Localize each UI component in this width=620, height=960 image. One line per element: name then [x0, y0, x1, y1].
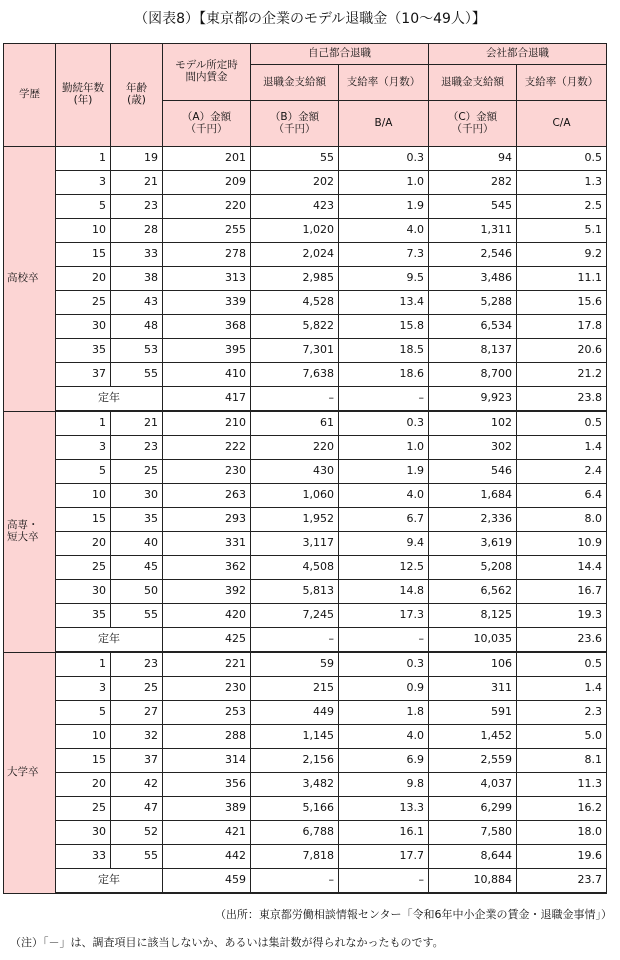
table-cell: 15.8: [339, 315, 429, 339]
table-cell: 23: [111, 652, 163, 677]
table-cell: 102: [429, 411, 517, 436]
table-cell: 23.8: [517, 387, 607, 412]
table-cell: 15: [56, 749, 111, 773]
table-row: [4, 267, 607, 291]
table-cell: 14.4: [517, 556, 607, 580]
table-cell: 0.3: [339, 652, 429, 677]
table-cell: 13.3: [339, 797, 429, 821]
table-cell: 546: [429, 460, 517, 484]
table-cell: 25: [56, 797, 111, 821]
table-cell: 10: [56, 484, 111, 508]
table-cell: 2,336: [429, 508, 517, 532]
table-cell: 3,482: [251, 773, 339, 797]
table-cell: 23.7: [517, 869, 607, 894]
table-cell: 255: [163, 219, 251, 243]
table-row: [4, 411, 607, 436]
table-cell: 1,311: [429, 219, 517, 243]
table-cell: 3: [56, 436, 111, 460]
table-cell: 282: [429, 171, 517, 195]
table-cell: 5: [56, 701, 111, 725]
table-cell: 313: [163, 267, 251, 291]
table-cell: 9.4: [339, 532, 429, 556]
table-cell: 389: [163, 797, 251, 821]
table-body: [4, 147, 607, 894]
table-cell: 202: [251, 171, 339, 195]
table-cell: 442: [163, 845, 251, 869]
table-cell: 1.0: [339, 171, 429, 195]
table-cell: 591: [429, 701, 517, 725]
table-cell: 339: [163, 291, 251, 315]
table-cell: 106: [429, 652, 517, 677]
teinen-label: 定年: [56, 387, 163, 412]
table-cell: 230: [163, 460, 251, 484]
table-cell: 2,559: [429, 749, 517, 773]
table-row: [4, 460, 607, 484]
header-years: 勤続年数 (年): [56, 44, 111, 147]
table-row: [4, 725, 607, 749]
table-cell: 12.5: [339, 556, 429, 580]
table-cell: 1: [56, 147, 111, 171]
table-cell: 19.3: [517, 604, 607, 628]
header-self-rate-unit: B/A: [339, 101, 429, 147]
table-cell: 288: [163, 725, 251, 749]
table-cell: 17.8: [517, 315, 607, 339]
table-cell: 8,700: [429, 363, 517, 387]
table-cell: 420: [163, 604, 251, 628]
page-title: （図表8）【東京都の企業のモデル退職金（10〜49人）】: [134, 11, 486, 27]
table-cell: 5,208: [429, 556, 517, 580]
table-cell: –: [339, 869, 429, 894]
table-cell: 35: [56, 339, 111, 363]
table-cell: 1.4: [517, 436, 607, 460]
table-cell: 4,528: [251, 291, 339, 315]
table-cell: 2.4: [517, 460, 607, 484]
teinen-label: 定年: [56, 869, 163, 894]
table-row: [4, 171, 607, 195]
table-cell: 8,137: [429, 339, 517, 363]
table-cell: 37: [56, 363, 111, 387]
table-cell: 2,985: [251, 267, 339, 291]
header-self-group: 自己都合退職: [251, 44, 429, 65]
table-cell: 18.6: [339, 363, 429, 387]
table-cell: 425: [163, 628, 251, 653]
table-cell: 263: [163, 484, 251, 508]
table-cell: 449: [251, 701, 339, 725]
table-cell: 13.4: [339, 291, 429, 315]
table-cell: 1.9: [339, 460, 429, 484]
table-row: [4, 363, 607, 387]
header-wage: モデル所定時 間内賃金: [163, 44, 251, 101]
table-row: [4, 195, 607, 219]
table-cell: 302: [429, 436, 517, 460]
table-cell: 30: [56, 315, 111, 339]
table-cell: 7,818: [251, 845, 339, 869]
table-cell: –: [339, 387, 429, 412]
education-label: 高校卒: [4, 147, 56, 412]
table-cell: 6.7: [339, 508, 429, 532]
table-cell: 2.5: [517, 195, 607, 219]
table-cell: 6,299: [429, 797, 517, 821]
table-cell: 278: [163, 243, 251, 267]
teinen-row: [4, 387, 607, 412]
table-cell: 545: [429, 195, 517, 219]
education-label: 高専・ 短大卒: [4, 411, 56, 652]
table-cell: 356: [163, 773, 251, 797]
table-cell: –: [251, 628, 339, 653]
table-cell: 4,037: [429, 773, 517, 797]
table-cell: 94: [429, 147, 517, 171]
table-cell: 1.0: [339, 436, 429, 460]
footnote: （注）「－」は、調査項目に該当しないか、あるいは集計数が得られなかったものです。: [10, 936, 444, 949]
table-cell: 21: [111, 411, 163, 436]
header-wage-unit: （A）金額 （千円）: [163, 101, 251, 147]
table-cell: 421: [163, 821, 251, 845]
table-cell: 61: [251, 411, 339, 436]
header-age: 年齢 (歳): [111, 44, 163, 147]
table-cell: 5,166: [251, 797, 339, 821]
retirement-allowance-table: [3, 43, 607, 894]
table-cell: 1,020: [251, 219, 339, 243]
table-cell: 23: [111, 195, 163, 219]
header-self-amount-unit: （B）金額 （千円）: [251, 101, 339, 147]
table-cell: 5.1: [517, 219, 607, 243]
table-cell: 38: [111, 267, 163, 291]
table-cell: 55: [111, 363, 163, 387]
table-cell: 0.5: [517, 411, 607, 436]
table-row: [4, 580, 607, 604]
table-cell: 9.2: [517, 243, 607, 267]
table-row: [4, 243, 607, 267]
table-cell: 395: [163, 339, 251, 363]
table-row: [4, 797, 607, 821]
table-cell: 23: [111, 436, 163, 460]
table-cell: 253: [163, 701, 251, 725]
table-cell: 10: [56, 725, 111, 749]
table-cell: 4.0: [339, 219, 429, 243]
table-cell: 5: [56, 195, 111, 219]
table-cell: 1,060: [251, 484, 339, 508]
table-cell: 17.3: [339, 604, 429, 628]
table-row: [4, 339, 607, 363]
table-cell: 311: [429, 677, 517, 701]
table-cell: 20: [56, 267, 111, 291]
table-cell: 59: [251, 652, 339, 677]
table-cell: 222: [163, 436, 251, 460]
table-cell: 293: [163, 508, 251, 532]
table-row: [4, 652, 607, 677]
table-cell: 0.3: [339, 411, 429, 436]
table-cell: 1,452: [429, 725, 517, 749]
table-cell: 220: [251, 436, 339, 460]
table-row: [4, 315, 607, 339]
table-cell: –: [251, 869, 339, 894]
table-cell: 0.5: [517, 147, 607, 171]
table-cell: 20: [56, 532, 111, 556]
table-row: [4, 291, 607, 315]
table-cell: 209: [163, 171, 251, 195]
table-cell: 230: [163, 677, 251, 701]
table-cell: 5,822: [251, 315, 339, 339]
table-cell: 25: [111, 677, 163, 701]
table-cell: 1: [56, 652, 111, 677]
table-cell: 32: [111, 725, 163, 749]
table-cell: 2,546: [429, 243, 517, 267]
education-label: 大学卒: [4, 652, 56, 893]
table-cell: 5.0: [517, 725, 607, 749]
table-row: [4, 749, 607, 773]
table-row: [4, 532, 607, 556]
table-row: [4, 484, 607, 508]
header-education: 学歴: [4, 44, 56, 147]
table-cell: 8,644: [429, 845, 517, 869]
table-cell: 2.3: [517, 701, 607, 725]
table-cell: 21: [111, 171, 163, 195]
table-cell: 0.5: [517, 652, 607, 677]
table-cell: 331: [163, 532, 251, 556]
table-cell: 9.5: [339, 267, 429, 291]
header-self-amount: 退職金支給額: [251, 65, 339, 101]
table-cell: 6,788: [251, 821, 339, 845]
table-cell: 11.3: [517, 773, 607, 797]
table-row: [4, 219, 607, 243]
header-company-amount-unit: （C）金額 （千円）: [429, 101, 517, 147]
table-row: [4, 604, 607, 628]
table-cell: 9,923: [429, 387, 517, 412]
table-cell: 8,125: [429, 604, 517, 628]
table-cell: 423: [251, 195, 339, 219]
table-cell: 8.0: [517, 508, 607, 532]
table-cell: 0.9: [339, 677, 429, 701]
table-cell: 40: [111, 532, 163, 556]
table-row: [4, 821, 607, 845]
table-cell: 459: [163, 869, 251, 894]
table-cell: 1.8: [339, 701, 429, 725]
table-cell: 21.2: [517, 363, 607, 387]
table-cell: 1,684: [429, 484, 517, 508]
table-cell: 19.6: [517, 845, 607, 869]
table-cell: 7,245: [251, 604, 339, 628]
table-cell: 3,486: [429, 267, 517, 291]
table-cell: 20: [56, 773, 111, 797]
table-cell: 27: [111, 701, 163, 725]
table-cell: 220: [163, 195, 251, 219]
header-self-rate: 支給率（月数）: [339, 65, 429, 101]
table-cell: 6,562: [429, 580, 517, 604]
table-row: [4, 556, 607, 580]
table-cell: 55: [251, 147, 339, 171]
teinen-label: 定年: [56, 628, 163, 653]
table-cell: 37: [111, 749, 163, 773]
header-company-rate-unit: C/A: [517, 101, 607, 147]
table-cell: 4.0: [339, 484, 429, 508]
table-cell: 6,534: [429, 315, 517, 339]
table-cell: 17.7: [339, 845, 429, 869]
table-cell: 430: [251, 460, 339, 484]
table-cell: 3,619: [429, 532, 517, 556]
table-cell: 15: [56, 243, 111, 267]
table-cell: 1.4: [517, 677, 607, 701]
table-cell: 417: [163, 387, 251, 412]
table-cell: 3,117: [251, 532, 339, 556]
table-cell: 52: [111, 821, 163, 845]
table-cell: 7,638: [251, 363, 339, 387]
table-cell: 7,580: [429, 821, 517, 845]
source-citation: （出所：東京都労働相談情報センター「令和6年中小企業の賃金・退職金事情」）: [214, 908, 612, 921]
table-cell: 30: [111, 484, 163, 508]
table-cell: 215: [251, 677, 339, 701]
table-cell: 10.9: [517, 532, 607, 556]
header-company-group: 会社都合退職: [429, 44, 607, 65]
table-cell: 19: [111, 147, 163, 171]
table-cell: 1,952: [251, 508, 339, 532]
table-row: [4, 845, 607, 869]
table-cell: 43: [111, 291, 163, 315]
table-cell: 53: [111, 339, 163, 363]
table-cell: 1.3: [517, 171, 607, 195]
table-cell: 16.7: [517, 580, 607, 604]
header-company-rate: 支給率（月数）: [517, 65, 607, 101]
table-cell: 55: [111, 845, 163, 869]
table-cell: 0.3: [339, 147, 429, 171]
table-cell: 5: [56, 460, 111, 484]
table-cell: 11.1: [517, 267, 607, 291]
table-cell: 2,156: [251, 749, 339, 773]
table-cell: 10,035: [429, 628, 517, 653]
table-cell: 45: [111, 556, 163, 580]
table-cell: 314: [163, 749, 251, 773]
table-cell: 6.4: [517, 484, 607, 508]
table-cell: 33: [111, 243, 163, 267]
table-cell: 7,301: [251, 339, 339, 363]
table-cell: 10: [56, 219, 111, 243]
table-cell: 55: [111, 604, 163, 628]
table-cell: 18.0: [517, 821, 607, 845]
table-cell: 42: [111, 773, 163, 797]
table-cell: 1.9: [339, 195, 429, 219]
table-cell: 221: [163, 652, 251, 677]
table-cell: 25: [56, 556, 111, 580]
table-cell: 23.6: [517, 628, 607, 653]
table-row: [4, 701, 607, 725]
table-cell: 6.9: [339, 749, 429, 773]
table-cell: 2,024: [251, 243, 339, 267]
table-cell: 15.6: [517, 291, 607, 315]
table-cell: 15: [56, 508, 111, 532]
table-cell: 47: [111, 797, 163, 821]
table-cell: 1: [56, 411, 111, 436]
table-cell: 9.8: [339, 773, 429, 797]
table-cell: 35: [111, 508, 163, 532]
table-cell: 5,288: [429, 291, 517, 315]
table-cell: 48: [111, 315, 163, 339]
table-cell: 50: [111, 580, 163, 604]
table-cell: 25: [56, 291, 111, 315]
table-row: [4, 773, 607, 797]
table-cell: 392: [163, 580, 251, 604]
table-cell: 5,813: [251, 580, 339, 604]
table-cell: 14.8: [339, 580, 429, 604]
table-cell: 1,145: [251, 725, 339, 749]
table-cell: 368: [163, 315, 251, 339]
table-cell: 7.3: [339, 243, 429, 267]
table-cell: 210: [163, 411, 251, 436]
table-cell: 3: [56, 677, 111, 701]
table-cell: 28: [111, 219, 163, 243]
teinen-row: [4, 869, 607, 894]
table-cell: 8.1: [517, 749, 607, 773]
table-cell: 410: [163, 363, 251, 387]
table-cell: 16.2: [517, 797, 607, 821]
teinen-row: [4, 628, 607, 653]
table-cell: –: [339, 628, 429, 653]
table-row: [4, 147, 607, 171]
table-cell: 16.1: [339, 821, 429, 845]
table-row: [4, 508, 607, 532]
table-cell: 4,508: [251, 556, 339, 580]
table-cell: 362: [163, 556, 251, 580]
table-cell: 30: [56, 821, 111, 845]
table-cell: 10,884: [429, 869, 517, 894]
table-cell: –: [251, 387, 339, 412]
table-cell: 18.5: [339, 339, 429, 363]
table-row: [4, 677, 607, 701]
table-cell: 20.6: [517, 339, 607, 363]
table-cell: 33: [56, 845, 111, 869]
table-cell: 25: [111, 460, 163, 484]
table-cell: 35: [56, 604, 111, 628]
header-company-amount: 退職金支給額: [429, 65, 517, 101]
table-cell: 4.0: [339, 725, 429, 749]
table-cell: 30: [56, 580, 111, 604]
table-cell: 201: [163, 147, 251, 171]
table-row: [4, 436, 607, 460]
table-cell: 3: [56, 171, 111, 195]
